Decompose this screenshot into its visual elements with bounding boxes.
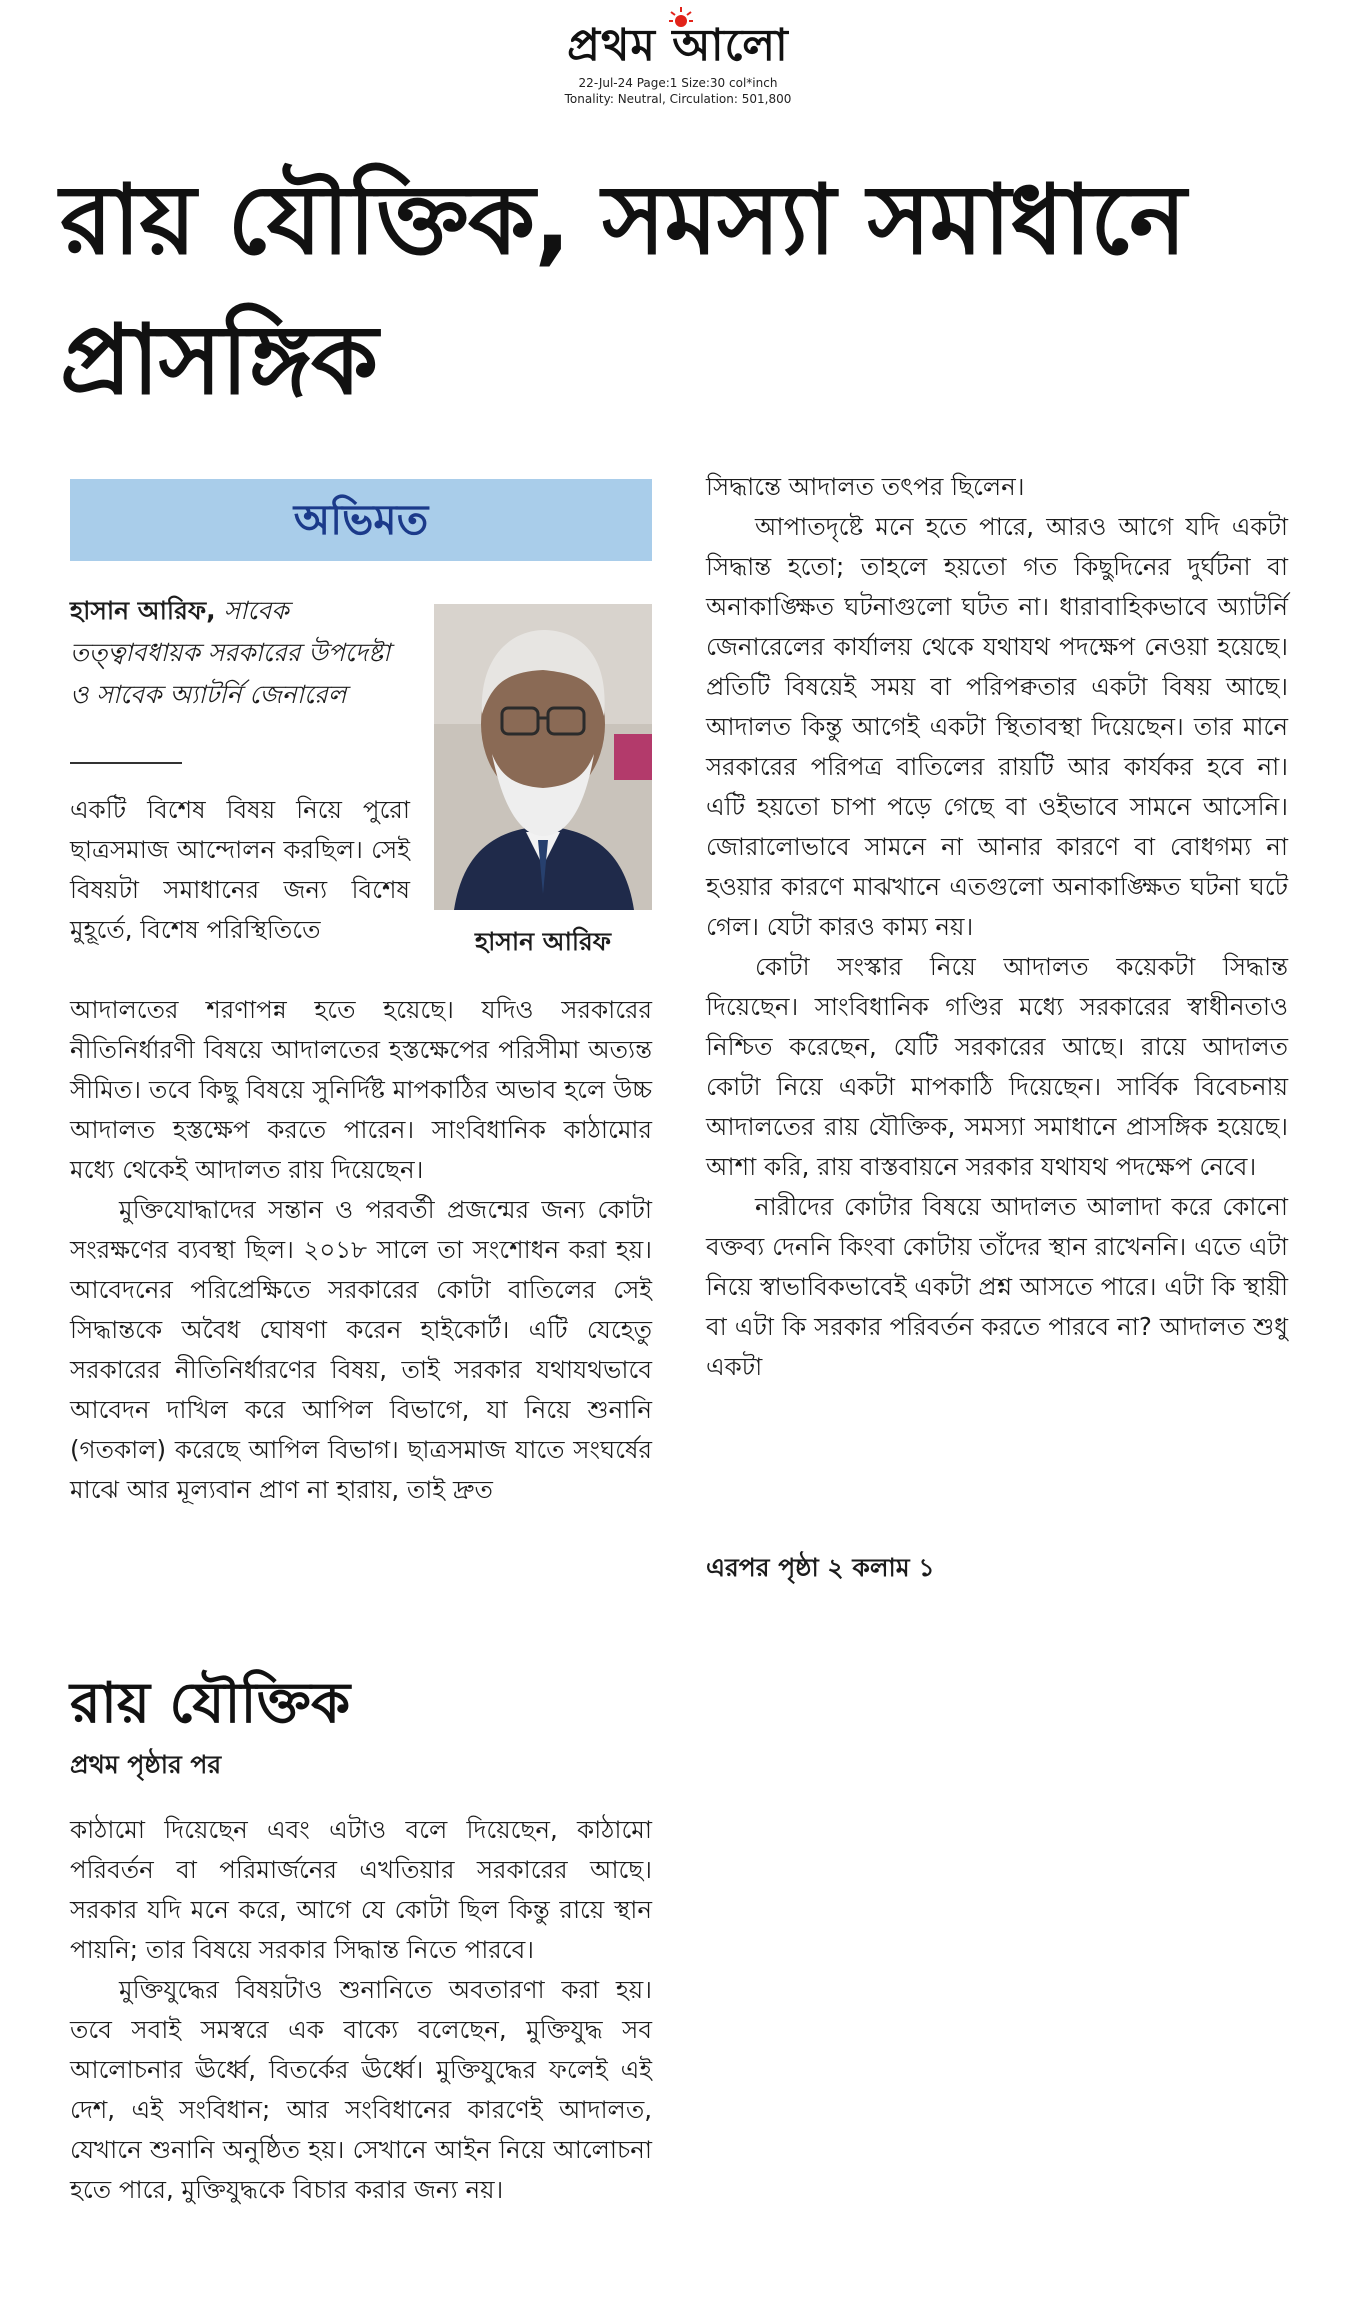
paragraph: মুক্তিযোদ্ধাদের সন্তান ও পরবর্তী প্রজন্মের জন্য কোটা সংরক্ষণের ব্যবস্থা ছিল। ২০১৮ সালে তা সংশোধন করা হয়। আবেদনের পরিপ্রেক্ষিতে সরকারের কোটা বাতিলের সেই সিদ্ধান্তকে অবৈধ ঘোষণা করেন হাইকোর্ট। এটি যেহেতু সরকারের নীতিনির্ধারণের বিষয়, তাই সরকার যথাযথভাবে আবেদন দাখিল করে আপিল বিভাগে, যা নিয়ে শুনানি (গতকাল) করেছে আপিল বিভাগ। ছাত্রসমাজ যাতে সংঘর্ষের মাঝে আর মূল্যবান প্রাণ না হারায়, তাই দ্রুত [70, 1195, 652, 1504]
paragraph: কোটা সংস্কার নিয়ে আদালত কয়েকটা সিদ্ধান্ত দিয়েছেন। সাংবিধানিক গণ্ডির মধ্যে সরকারের স্বাধীনতাও নিশ্চিত করেছেন, যেটি সরকারের আছে। রায়ে আদালত কোটা নিয়ে একটা মাপকাঠি দিয়েছেন। সার্বিক বিবেচনায় আদালতের রায় যৌক্তিক, সমস্যা সমাধানে প্রাসঙ্গিক হয়েছে। আশা করি, রায় বাস্তবায়নে সরকার যথাযথ পদক্ষেপ নেবে। [706, 952, 1288, 1181]
section-label: অভিমত [293, 495, 429, 544]
paragraph: আদালতের শরণাপন্ন হতে হয়েছে। যদিও সরকারের নীতিনির্ধারণী বিষয়ে আদালতের হস্তক্ষেপের পরিসীমা অত্যন্ত সীমিত। তবে কিছু বিষয়ে সুনির্দিষ্ট মাপকাঠির অভাব হলে উচ্চ আদালত হস্তক্ষেপ করতে পারেন। সাংবিধানিক কাঠামোর মধ্যে থেকেই আদালত রায় দিয়েছেন। [70, 995, 652, 1184]
jump-body [70, 1810, 652, 2210]
author-title: সাবেক তত্ত্বাবধায়ক সরকারের উপদেষ্টা ও সাবেক অ্যাটর্নি জেনারেল [70, 596, 391, 709]
newspaper-logo: প্রথম আলো [567, 20, 789, 71]
lead-paragraph [70, 790, 410, 950]
byline [70, 590, 410, 716]
photo-caption: হাসান আরিফ [474, 927, 612, 956]
paragraph: সিদ্ধান্তে আদালত তৎপর ছিলেন। [706, 472, 1025, 501]
paragraph: কাঠামো দিয়েছেন এবং এটাও বলে দিয়েছেন, কাঠামো পরিবর্তন বা পরিমার্জনের এখতিয়ার সরকারের আছে। সরকার যদি মনে করে, আগে যে কোটা ছিল কিন্তু রায়ে স্থান পায়নি; তার বিষয়ে সরকার সিদ্ধান্ত নিতে পারবে। [70, 1815, 652, 1964]
jump-kicker: প্রথম পৃষ্ঠার পর [70, 1750, 222, 1779]
clipping-meta-circulation: Tonality: Neutral, Circulation: 501,800 [564, 92, 792, 106]
continued-note: এরপর পৃষ্ঠা ২ কলাম ১ [706, 1553, 935, 1582]
byline-divider [70, 762, 182, 764]
paragraph: মুক্তিযুদ্ধের বিষয়টাও শুনানিতে অবতারণা করা হয়। তবে সবাই সমস্বরে এক বাক্যে বলেছেন, মুক্তিযুদ্ধ সব আলোচনার ঊর্ধ্বে, বিতর্কের ঊর্ধ্বে। মুক্তিযুদ্ধের ফলেই এই দেশ, এই সংবিধান; আর সংবিধানের কারণেই আদালত, যেখানে শুনানি অনুষ্ঠিত হয়। সেখানে আইন নিয়ে আলোচনা হতে পারে, মুক্তিযুদ্ধকে বিচার করার জন্য নয়। [70, 1975, 652, 2204]
masthead [0, 0, 1356, 110]
lead-text: একটি বিশেষ বিষয় নিয়ে পুরো ছাত্রসমাজ আন্দোলন করছিল। সেই বিষয়টা সমাধানের জন্য বিশেষ মুহূর্তে, বিশেষ পরিস্থিতিতে [70, 795, 410, 944]
author-photo [434, 604, 652, 910]
right-column [706, 467, 1288, 1387]
paragraph: নারীদের কোটার বিষয়ে আদালত আলাদা করে কোনো বক্তব্য দেননি কিংবা কোটায় তাঁদের স্থান রাখেননি। এতে এটা নিয়ে স্বাভাবিকভাবেই একটা প্রশ্ন আসতে পারে। এটা কি স্থায়ী বা এটা কি সরকার পরিবর্তন করতে পারবে না? আদালত শুধু একটা [706, 1192, 1288, 1381]
left-column [70, 990, 652, 1510]
author-name: হাসান আরিফ, [70, 596, 216, 625]
clipping-meta-date: 22-Jul-24 Page:1 Size:30 col*inch [578, 76, 778, 90]
author-portrait-icon [434, 604, 652, 910]
jump-headline: রায় যৌক্তিক [70, 1671, 351, 1736]
paragraph: আপাতদৃষ্টে মনে হতে পারে, আরও আগে যদি একটা সিদ্ধান্ত হতো; তাহলে হয়তো গত কিছুদিনের দুর্ঘটনা বা অনাকাঙ্ক্ষিত ঘটনাগুলো ঘটত না। ধারাবাহিকভাবে অ্যাটর্নি জেনারেলের কার্যালয় থেকে যথাযথ পদক্ষেপ নেওয়া হয়েছে। প্রতিটি বিষয়েই সময় বা পরিপক্বতার একটা বিষয় আছে। আদালত কিন্তু আগেই একটা স্থিতাবস্থা দিয়েছেন। তার মানে সরকারের পরিপত্র বাতিলের রায়টি আর কার্যকর হবে না। এটি হয়তো চাপা পড়ে গেছে বা ওইভাবে সামনে আসেনি। জোরালোভাবে সামনে না আনার কারণে বা বোধগম্য না হওয়ার কারণে মাঝখানে এতগুলো অনাকাঙ্ক্ষিত ঘটনা ঘটে গেল। যেটা কারও কাম্য নয়। [706, 512, 1288, 941]
headline: রায় যৌক্তিক, সমস্যা সমাধানে প্রাসঙ্গিক [60, 164, 1186, 416]
